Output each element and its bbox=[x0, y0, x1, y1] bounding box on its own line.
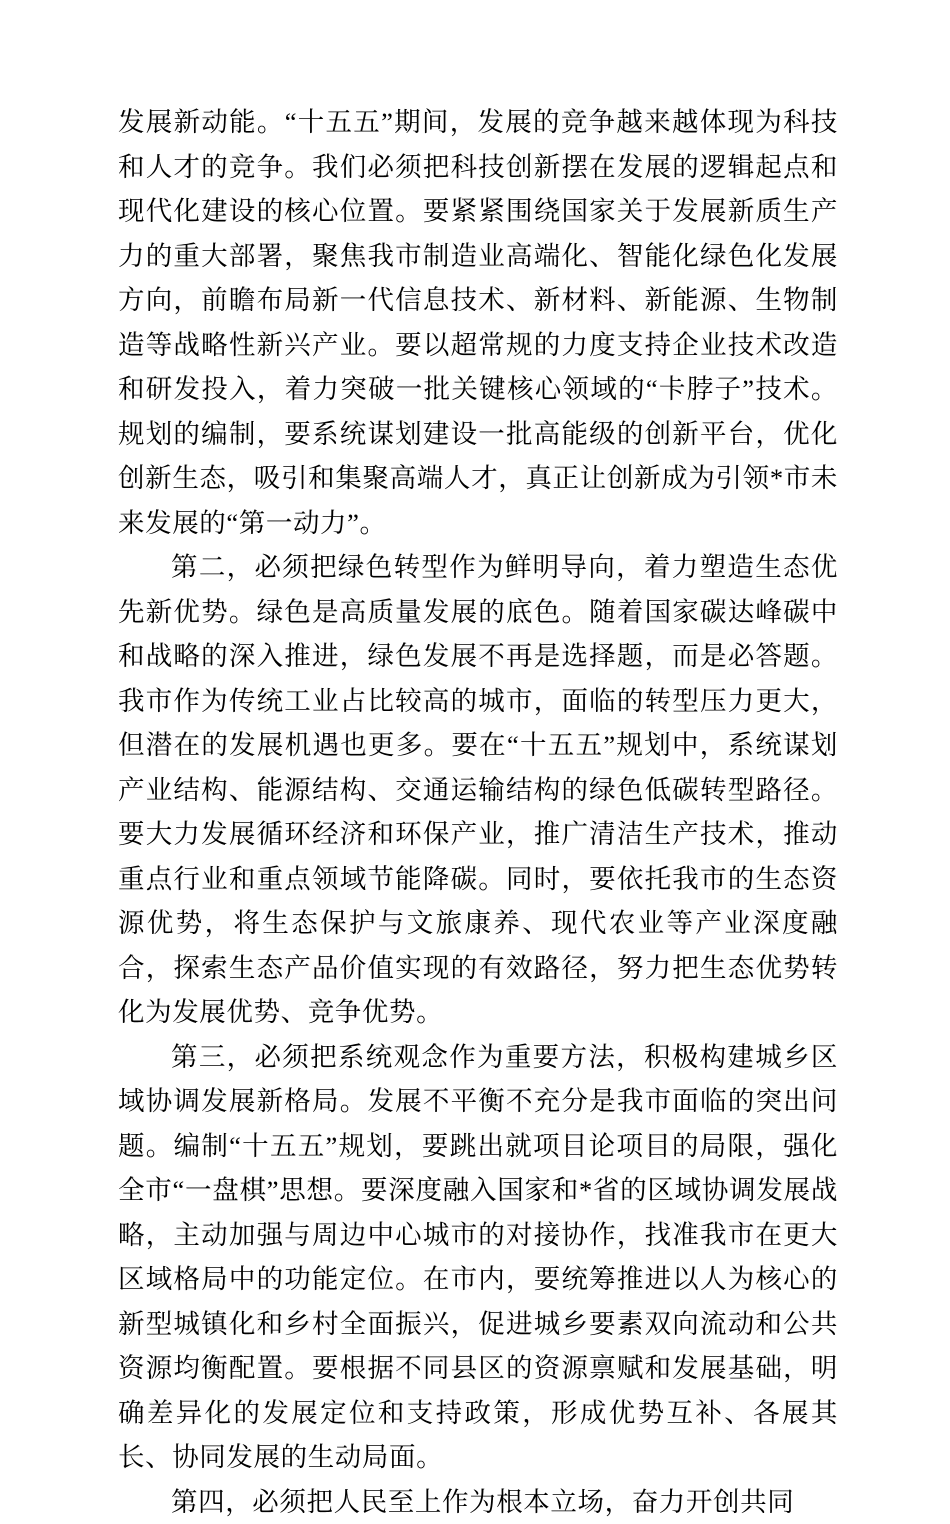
paragraph-2: 第二，必须把绿色转型作为鲜明导向，着力塑造生态优先新优势。绿色是高质量发展的底色。随着国家碳达峰碳中和战略的深入推进，绿色发展不再是选择题，而是必答题。我市作为传统工业占比较高的城市，面临的转型压力更大，但潜在的发展机遇也更多。要在“十五五”规划中，系统谋划产业结构、能源结构、交通运输结构的绿色低碳转型路径。要大力发展循环经济和环保产业，推广清洁生产技术，推动重点行业和重点领域节能降碳。同时，要依托我市的生态资源优势，将生态保护与文旅康养、现代农业等产业深度融合，探索生态产品价值实现的有效路径，努力把生态优势转化为发展优势、竞争优势。 bbox=[118, 545, 838, 1035]
paragraph-4: 第四，必须把人民至上作为根本立场，奋力开创共同 bbox=[118, 1480, 838, 1524]
paragraph-1: 发展新动能。“十五五”期间，发展的竞争越来越体现为科技和人才的竞争。我们必须把科技创新摆在发展的逻辑起点和现代化建设的核心位置。要紧紧围绕国家关于发展新质生产力的重大部署，聚焦我市制造业高端化、智能化绿色化发展方向，前瞻布局新一代信息技术、新材料、新能源、生物制造等战略性新兴产业。要以超常规的力度支持企业技术改造和研发投入，着力突破一批关键核心领域的“卡脖子”技术。规划的编制，要系统谋划建设一批高能级的创新平台，优化创新生态，吸引和集聚高端人才，真正让创新成为引领*市未来发展的“第一动力”。 bbox=[118, 100, 838, 545]
paragraph-3: 第三，必须把系统观念作为重要方法，积极构建城乡区域协调发展新格局。发展不平衡不充分是我市面临的突出问题。编制“十五五”规划，要跳出就项目论项目的局限，强化全市“一盘棋”思想。要深度融入国家和*省的区域协调发展战略，主动加强与周边中心城市的对接协作，找准我市在更大区域格局中的功能定位。在市内，要统筹推进以人为核心的新型城镇化和乡村全面振兴，促进城乡要素双向流动和公共资源均衡配置。要根据不同县区的资源禀赋和发展基础，明确差异化的发展定位和支持政策，形成优势互补、各展其长、协同发展的生动局面。 bbox=[118, 1035, 838, 1480]
document-body bbox=[118, 100, 838, 1524]
